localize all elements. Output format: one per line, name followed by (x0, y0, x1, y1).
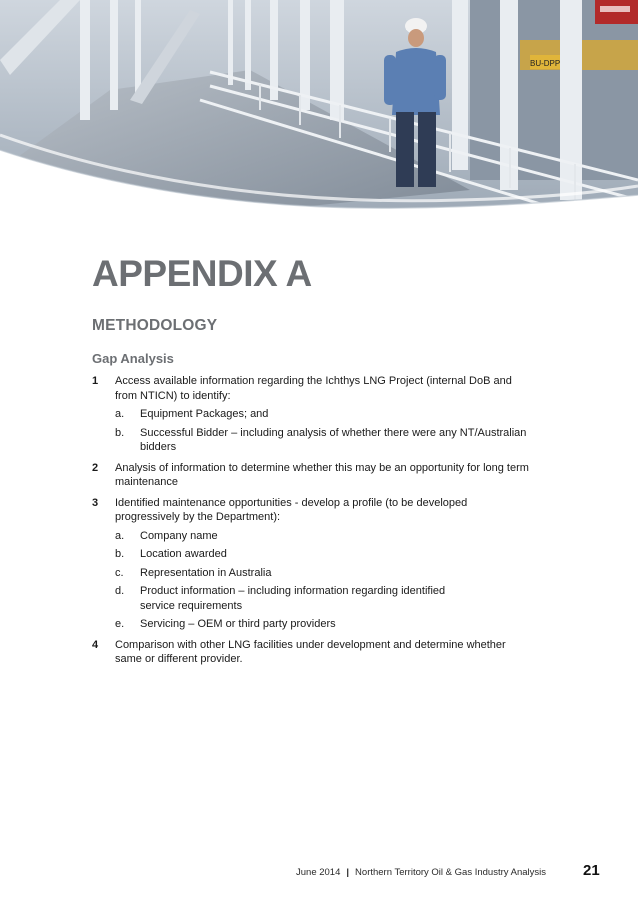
sub-item (115, 547, 532, 562)
item-text: Analysis of information to determine whether this may be an opportunity for long term maintenance (115, 461, 529, 488)
sub-item-letter: d. (115, 585, 125, 597)
sub-item-text: Successful Bidder – including analysis of whether there were any NT/Australian bidders (140, 426, 527, 453)
main-content (92, 252, 532, 673)
sub-item (115, 617, 532, 632)
sub-item-letter: a. (115, 408, 125, 420)
item-number: 1 (92, 375, 99, 387)
page-footer (296, 867, 546, 878)
footer-title: Northern Territory Oil & Gas Industry Analysis (355, 867, 546, 878)
platform-sign: BU-DPP (530, 59, 561, 68)
header-photo (0, 0, 638, 230)
sub-item (115, 426, 532, 455)
sub-item-letter: b. (115, 548, 125, 560)
list-item-4 (92, 638, 532, 667)
list-item-2 (92, 461, 532, 490)
section-title: METHODOLOGY (92, 317, 218, 334)
sub-item-letter: b. (115, 426, 125, 439)
sub-item (115, 529, 532, 544)
page-number: 21 (583, 862, 600, 879)
sub-item-text: Servicing – OEM or third party providers (140, 618, 336, 630)
sub-item-letter: a. (115, 529, 125, 542)
footer-separator: | (346, 867, 350, 878)
item-text: Identified maintenance opportunities - develop a profile (to be developed progressively by the Department): (115, 496, 468, 523)
item-number: 4 (92, 638, 99, 651)
list-item-1 (92, 374, 532, 455)
item-number: 2 (92, 461, 99, 474)
sub-item-letter: c. (115, 566, 124, 579)
item-text: Comparison with other LNG facilities under development and determine whether same or different provider. (115, 638, 506, 665)
sub-item-text: Equipment Packages; and (140, 408, 269, 420)
sub-item (115, 407, 532, 422)
sub-item (115, 566, 532, 581)
sub-item-text: Company name (140, 529, 218, 542)
appendix-title: APPENDIX A (92, 253, 312, 294)
methodology-list (92, 374, 532, 667)
sub-item-text: Representation in Australia (140, 566, 272, 579)
item-text: Access available information regarding the Ichthys LNG Project (internal DoB and from NTICN) to identify: (115, 375, 512, 402)
sub-item-text: Product information – including information regarding identified service requirements (140, 585, 446, 612)
footer-date: June 2014 (296, 867, 341, 878)
sub-item-letter: e. (115, 618, 125, 630)
item-number: 3 (92, 496, 99, 509)
list-item-3 (92, 496, 532, 632)
sub-item (115, 584, 532, 613)
sub-item-text: Location awarded (140, 548, 227, 560)
subsection-title: Gap Analysis (92, 351, 174, 366)
